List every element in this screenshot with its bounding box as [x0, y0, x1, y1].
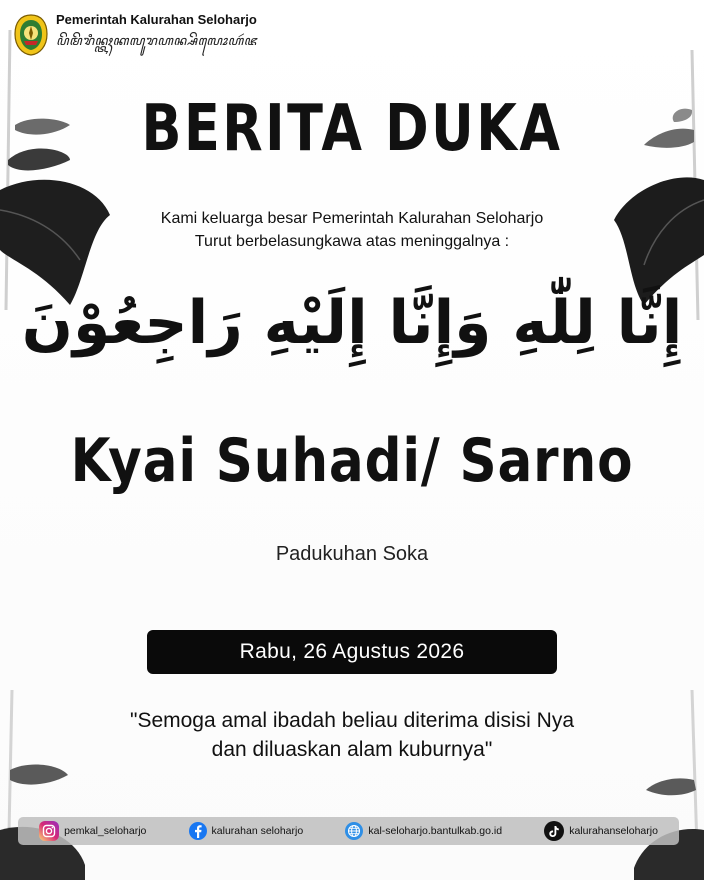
tiktok-icon	[544, 821, 564, 841]
social-footer	[18, 817, 679, 845]
intro-line-1: Kami keluarga besar Pemerintah Kalurahan Seloharjo	[160, 210, 544, 227]
leaf-decoration-top-left	[0, 30, 120, 310]
social-facebook[interactable]	[189, 822, 304, 840]
padukuhan-label: Padukuhan Soka	[275, 543, 429, 565]
organization-name-javanese-script: ꦥꦼꦩꦼꦫꦶꦤ꧀ꦠꦃꦏꦭꦸꦫꦲꦤ꧀ꦱꦼꦭꦺꦴꦲꦂꦗ	[56, 34, 258, 49]
facebook-icon	[189, 822, 207, 840]
prayer-quote	[0, 706, 704, 764]
arabic-calligraphy: إِنَّا لِلّٰهِ وَإِنَّا إِلَيْهِ رَاجِعُوْنَ	[21, 288, 683, 358]
date-text: Rabu, 26 Agustus 2026	[239, 640, 465, 663]
website-url: kal-seloharjo.bantulkab.go.id	[368, 825, 503, 837]
header	[14, 12, 257, 57]
prayer-line-2: dan diluaskan alam kuburnya"	[211, 738, 493, 761]
leaf-decoration-top-right	[574, 50, 704, 320]
tiktok-handle: kalurahanseloharjo	[569, 825, 658, 837]
kalurahan-emblem-icon	[14, 14, 48, 56]
facebook-handle: kalurahan seloharjo	[211, 825, 304, 837]
instagram-icon	[39, 821, 59, 841]
organization-name: Pemerintah Kalurahan Seloharjo	[56, 12, 257, 27]
social-instagram[interactable]	[39, 821, 146, 841]
social-tiktok[interactable]	[544, 821, 658, 841]
intro-text	[0, 207, 704, 253]
social-website[interactable]	[345, 822, 502, 840]
page-title: BERITA DUKA	[141, 92, 563, 166]
instagram-handle: pemkal_seloharjo	[64, 825, 147, 837]
deceased-name: Kyai Suhadi/ Sarno	[70, 426, 634, 496]
globe-icon	[345, 822, 363, 840]
prayer-line-1: "Semoga amal ibadah beliau diterima disisi Nya	[129, 709, 574, 732]
intro-line-2: Turut berbelasungkawa atas meninggalnya :	[194, 233, 510, 250]
date-banner	[147, 630, 557, 674]
